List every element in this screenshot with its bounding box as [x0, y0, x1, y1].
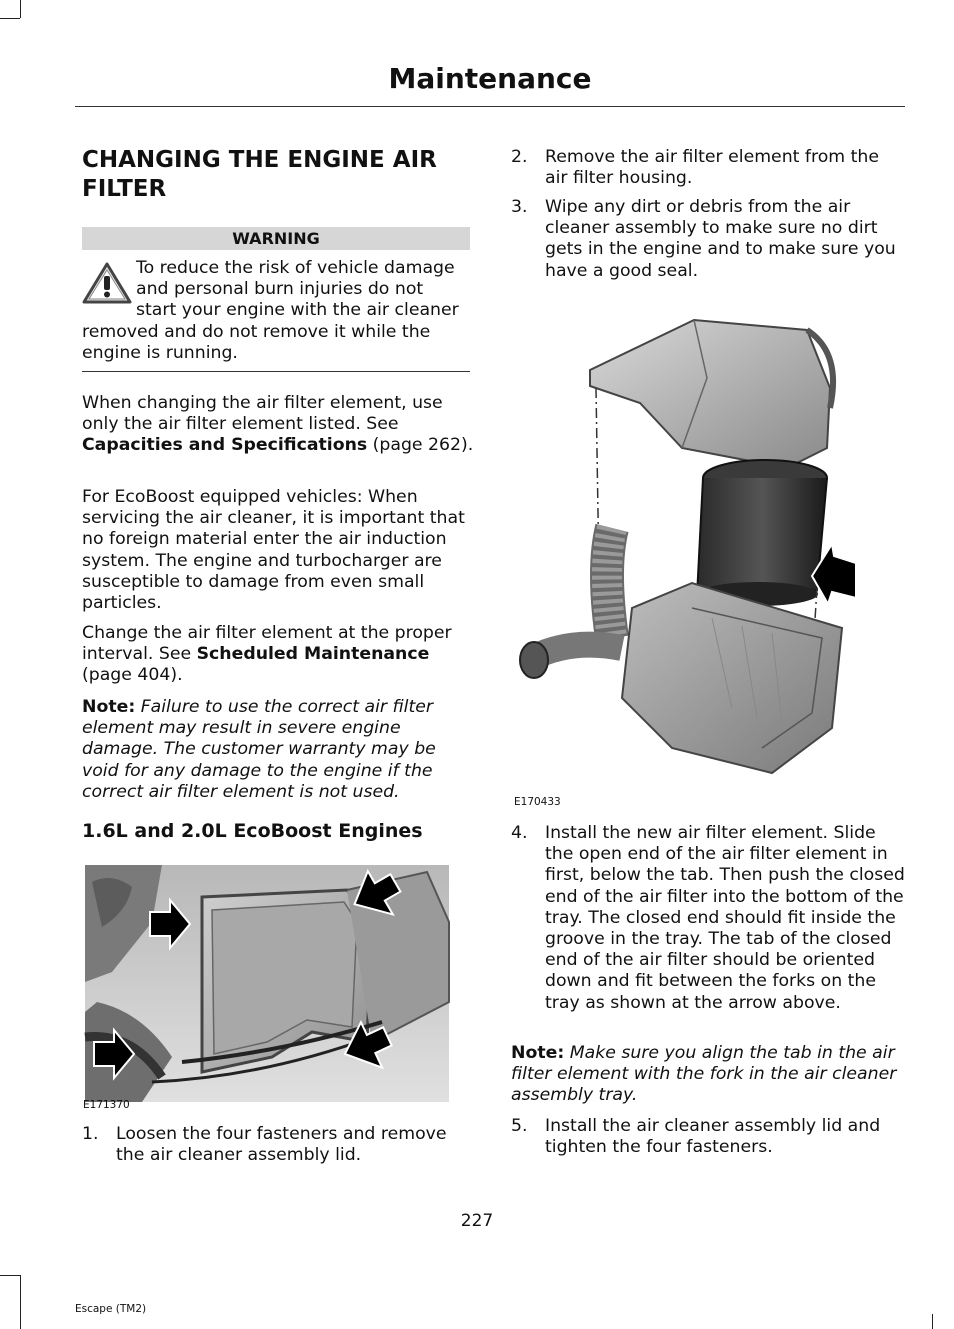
crop-mark	[932, 1314, 933, 1329]
paragraph-ecoboost: For EcoBoost equipped vehicles: When servicing the air cleaner, it is important that no foreign material enter the air induction system. The engine and turbocharger are susceptible to damage from even small particles.	[82, 487, 465, 614]
warning-triangle-icon	[82, 262, 132, 304]
air-cleaner-exploded-illustration	[512, 308, 862, 778]
paragraph-text: (page 262).	[367, 435, 474, 456]
step-item	[511, 147, 906, 189]
step-item	[82, 1124, 477, 1166]
step-number: 3.	[511, 197, 528, 217]
crop-mark	[20, 0, 21, 18]
step-item	[511, 1116, 906, 1158]
warning-text-line: and personal burn injuries do not	[136, 279, 424, 300]
note-align-tab	[511, 1043, 903, 1107]
footer-model: Escape (TM2)	[75, 1303, 147, 1315]
crop-mark	[20, 1275, 21, 1329]
header-divider	[75, 106, 905, 107]
section-title-line: FILTER	[82, 176, 167, 202]
figure-code: E171370	[83, 1099, 130, 1111]
warning-text	[82, 258, 474, 364]
paragraph-text: Change the air filter element at the proper interval. See	[82, 623, 452, 665]
step-number: 2.	[511, 147, 528, 167]
step-number: 1.	[82, 1124, 99, 1144]
page-number: 227	[460, 1211, 494, 1231]
paragraph-filter-element	[82, 393, 474, 457]
warning-label: WARNING	[82, 227, 470, 250]
page-header-title: Maintenance	[388, 62, 592, 95]
section-title	[82, 146, 472, 204]
note-label: Note:	[82, 697, 136, 717]
warning-text-line: To reduce the risk of vehicle damage	[136, 258, 455, 278]
section-title-line: CHANGING THE ENGINE AIR	[82, 147, 437, 173]
step-number: 5.	[511, 1116, 528, 1136]
subsection-title: 1.6L and 2.0L EcoBoost Engines	[82, 820, 423, 842]
crop-mark	[0, 18, 20, 19]
warning-text-line: start your engine with the air cleaner	[136, 300, 459, 321]
note-correct-filter	[82, 697, 474, 803]
capacities-specifications-link[interactable]: Capacities and Specifications	[82, 435, 368, 456]
warning-text-rest: removed and do not remove it while the engine is running.	[82, 321, 431, 363]
step-text: Install the air cleaner assembly lid and tighten the four fasteners.	[545, 1116, 881, 1158]
step-number: 4.	[511, 823, 528, 843]
paragraph-text: (page 404).	[82, 665, 183, 686]
step-text: Wipe any dirt or debris from the air cleaner assembly to make sure no dirt gets in the engine and to make sure you have a good seal.	[545, 197, 896, 281]
figure-code: E170433	[514, 796, 561, 808]
step-item	[511, 197, 906, 282]
note-text: Failure to use the correct air filter element may result in severe engine damage. The customer warranty may be void for any damage to the engine if the correct air filter element is not used.	[82, 697, 436, 802]
engine-bay-illustration	[82, 862, 452, 1112]
step-text: Remove the air filter element from the air filter housing.	[545, 147, 879, 189]
note-text: Make sure you align the tab in the air filter element with the fork in the air cleaner assembly tray.	[511, 1043, 897, 1106]
step-item	[511, 823, 906, 1014]
paragraph-text: When changing the air filter element, use only the air filter element listed. See	[82, 393, 443, 435]
crop-mark	[0, 1275, 20, 1276]
step-text: Loosen the four fasteners and remove the air cleaner assembly lid.	[116, 1124, 447, 1166]
note-label: Note:	[511, 1043, 565, 1063]
scheduled-maintenance-link[interactable]: Scheduled Maintenance	[196, 644, 430, 665]
paragraph-interval	[82, 623, 474, 687]
warning-divider	[82, 371, 470, 372]
step-text: Install the new air filter element. Slide the open end of the air filter element in first, below the tab. Then push the closed end of the air filter into the bottom of the tray. The closed end should fit inside the groove in the tray. The tab of the closed end of the air filter should be oriented down and fit between the forks on the tray as shown at the arrow above.	[545, 823, 905, 1013]
